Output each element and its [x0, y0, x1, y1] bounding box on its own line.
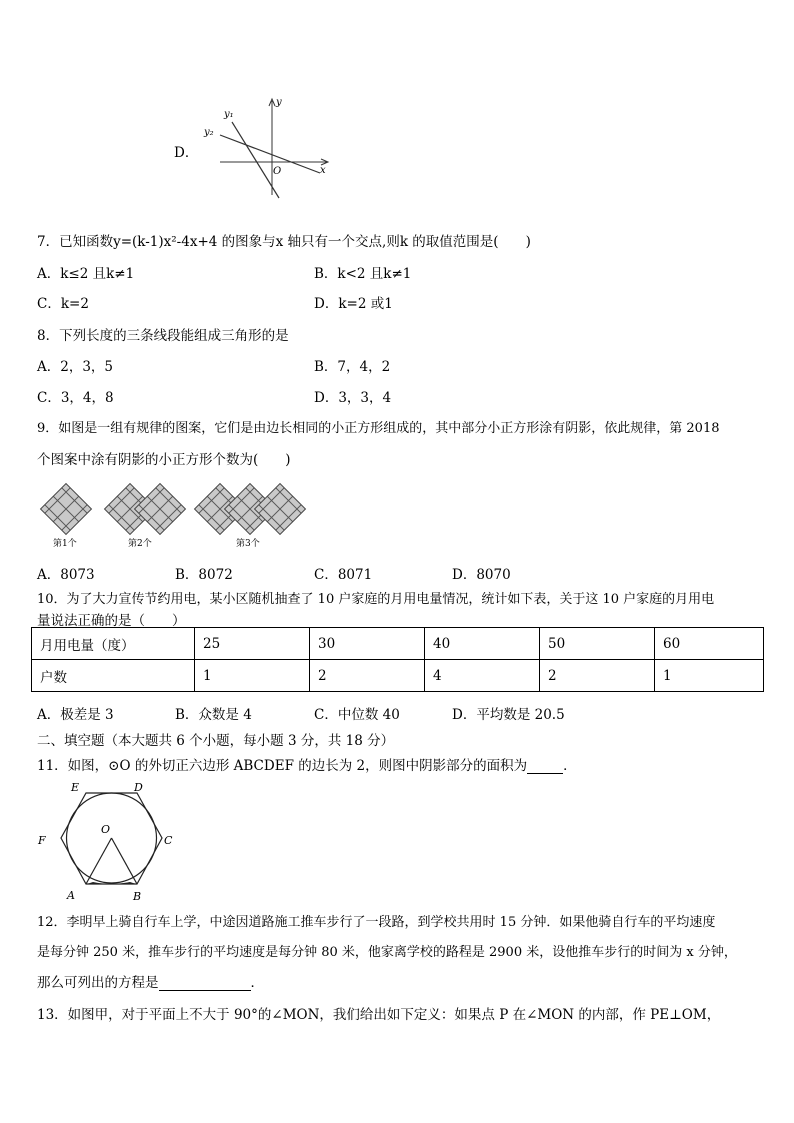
q10-option-d: D．平均数是 20.5: [452, 707, 565, 723]
q8-stem: 8．下列长度的三条线段能组成三角形的是: [37, 328, 289, 344]
segment-ob: [112, 838, 138, 884]
y-axis-label: y: [276, 97, 282, 108]
origin-label: O: [273, 166, 282, 177]
table-cell: 1: [195, 660, 310, 692]
table-cell: 25: [195, 628, 310, 660]
table-cell: 2: [540, 660, 655, 692]
q10-stem-line2: 量说法正确的是（ ）: [37, 613, 186, 629]
q8-option-a: A．2，3，5: [37, 359, 114, 375]
table-cell: 1: [655, 660, 764, 692]
q10-stem-line1: 10．为了大力宣传节约用电，某小区随机抽查了 10 户家庭的月用电量情况，统计如下表，关于这 10 户家庭的月用电: [37, 592, 715, 607]
q9-pattern-figure: [36, 475, 316, 555]
label-o: O: [101, 823, 111, 836]
q7-option-b: B．k<2 且k≠1: [314, 266, 412, 282]
x-axis-label: x: [320, 165, 326, 176]
table-cell: 30: [310, 628, 425, 660]
q6-option-d-label: D．: [174, 145, 199, 161]
q9-option-b: B．8072: [175, 567, 233, 583]
label-d: D: [134, 781, 143, 794]
pattern-3: [195, 484, 306, 535]
label-e: E: [71, 781, 80, 794]
q8-option-d: D．3，3，4: [314, 390, 392, 406]
q9-option-d: D．8070: [452, 567, 511, 583]
q12-line3-end: ．: [250, 975, 264, 991]
table-row: [32, 628, 764, 660]
table-cell: 2: [310, 660, 425, 692]
table-cell: 60: [655, 628, 764, 660]
pattern-2: [105, 484, 186, 535]
q7-option-c: C．k=2: [37, 296, 89, 312]
q13-line1: 13．如图甲，对于平面上不大于 90°的∠MON，我们给出如下定义：如果点 P 在∠MON 的内部，作 PE⊥OM，: [37, 1007, 721, 1023]
q11-stem-text: 11．如图，⊙O 的外切正六边形 ABCDEF 的边长为 2，则图中阴影部分的面积为: [37, 758, 528, 774]
segment-oa: [86, 838, 112, 884]
label-b: B: [133, 890, 142, 903]
q10-option-c: C．中位数 40: [314, 707, 400, 723]
label-a: A: [67, 889, 75, 902]
label-c: C: [164, 834, 173, 847]
q10-usage-table: [31, 627, 764, 692]
q12-line3-text: 那么可列出的方程是: [37, 975, 159, 991]
q10-option-a: A．极差是 3: [37, 707, 114, 723]
q12-answer-blank: [159, 990, 251, 991]
q8-option-b: B．7，4，2: [314, 359, 391, 375]
pattern-1: [41, 484, 92, 535]
q9-option-c: C．8071: [314, 567, 373, 583]
q9-stem-line2: 个图案中涂有阴影的小正方形个数为( ): [37, 452, 291, 468]
q11-answer-blank: [527, 773, 563, 774]
line-y1-label: y₁: [224, 109, 234, 120]
pattern-1-label: 第1个: [53, 539, 77, 549]
q11-hexagon-figure: [34, 776, 184, 904]
q11-stem-end: ．: [563, 758, 577, 774]
table-cell: 40: [425, 628, 540, 660]
q7-option-a: A．k≤2 且k≠1: [37, 266, 135, 282]
pattern-3-label: 第3个: [236, 539, 260, 549]
q11-stem: [37, 754, 577, 774]
table-row: [32, 660, 764, 692]
label-f: F: [38, 834, 46, 847]
q9-option-a: A．8073: [37, 567, 95, 583]
section-2-heading: 二、填空题（本大题共 6 个小题，每小题 3 分，共 18 分）: [37, 733, 395, 749]
line-y2-label: y₂: [204, 127, 214, 138]
pattern-2-label: 第2个: [128, 539, 152, 549]
line-y2: [220, 135, 320, 173]
q12-line1: 12．李明早上骑自行车上学，中途因道路施工推车步行了一段路，到学校共用时 15 分钟．如果他骑自行车的平均速度: [37, 915, 716, 930]
q8-option-c: C．3，4，8: [37, 390, 114, 406]
table-cell: 户数: [32, 660, 195, 692]
q7-stem: 7．已知函数y=(k-1)x²-4x+4 的图象与x 轴只有一个交点,则k 的取值范围是( ): [37, 234, 531, 250]
q12-line2: 是每分钟 250 米，推车步行的平均速度是每分钟 80 米，他家离学校的路程是 2900 米，设他推车步行的时间为 x 分钟，: [37, 945, 737, 960]
q6-line-graph: [200, 95, 335, 205]
table-cell: 月用电量（度）: [32, 628, 195, 660]
q10-option-b: B．众数是 4: [175, 707, 252, 723]
q12-line3: [37, 971, 264, 991]
table-cell: 50: [540, 628, 655, 660]
q7-option-d: D．k=2 或1: [314, 296, 393, 312]
table-cell: 4: [425, 660, 540, 692]
q9-stem-line1: 9．如图是一组有规律的图案，它们是由边长相同的小正方形组成的，其中部分小正方形涂有阴影，依此规律，第 2018: [37, 421, 720, 436]
